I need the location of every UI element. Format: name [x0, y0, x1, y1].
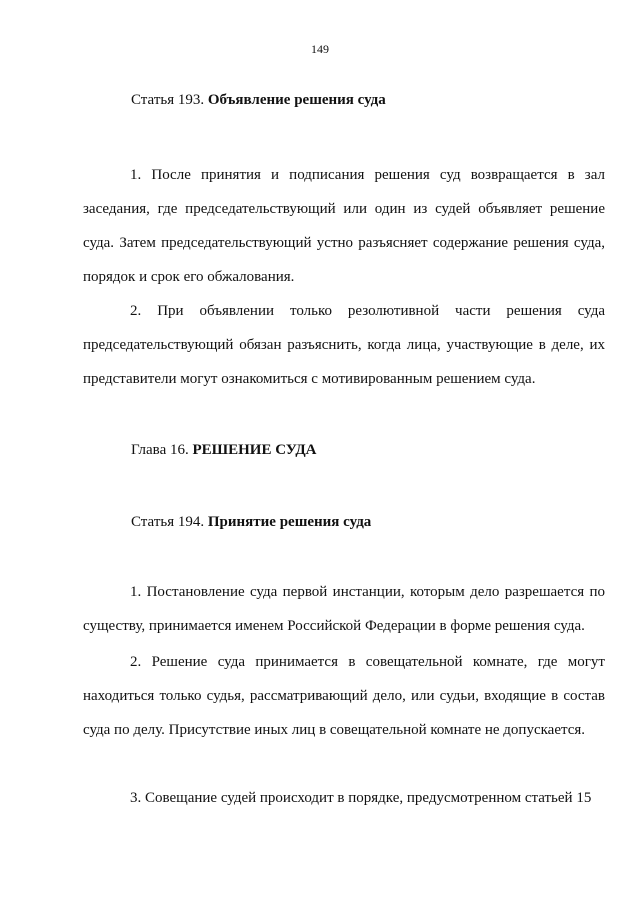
chapter-16-prefix: Глава 16.	[131, 442, 189, 458]
article-193-paragraph-2: 2. При объявлении только резолютивной части решения суда председательствующий обязан разъяснить, когда лица, участвующие в деле, их представители могут ознакомиться с мотивированным решением суда.	[83, 303, 605, 387]
article-194-prefix: Статья 194.	[131, 514, 205, 530]
article-194-title: Принятие решения суда	[207, 514, 372, 530]
article-193-title: Объявление решения суда	[207, 92, 386, 108]
chapter-16-heading	[131, 442, 317, 459]
page-number: 149	[311, 42, 329, 56]
article-194-heading	[131, 514, 371, 531]
article-194-paragraph-3: 3. Совещание судей происходит в порядке, предусмотренном статьей 15	[130, 790, 592, 806]
article-194-paragraph-2: 2. Решение суда принимается в совещательной комнате, где могут находиться только судья, рассматривающий дело, или судьи, входящие в состав суда по делу. Присутствие иных лиц в совещательной комнате не допускается.	[83, 654, 605, 738]
article-193-prefix: Статья 193.	[131, 92, 205, 108]
article-193-heading	[131, 92, 386, 109]
article-194-paragraph-1: 1. Постановление суда первой инстанции, которым дело разрешается по существу, принимается именем Российской Федерации в форме решения суда.	[83, 584, 605, 634]
article-193-paragraph-1: 1. После принятия и подписания решения суд возвращается в зал заседания, где председательствующий или один из судей объявляет решение суда. Затем председательствующий устно разъясняет содержание решения суда, порядок и срок его обжалования.	[83, 167, 605, 285]
chapter-16-title: РЕШЕНИЕ СУДА	[192, 442, 317, 458]
